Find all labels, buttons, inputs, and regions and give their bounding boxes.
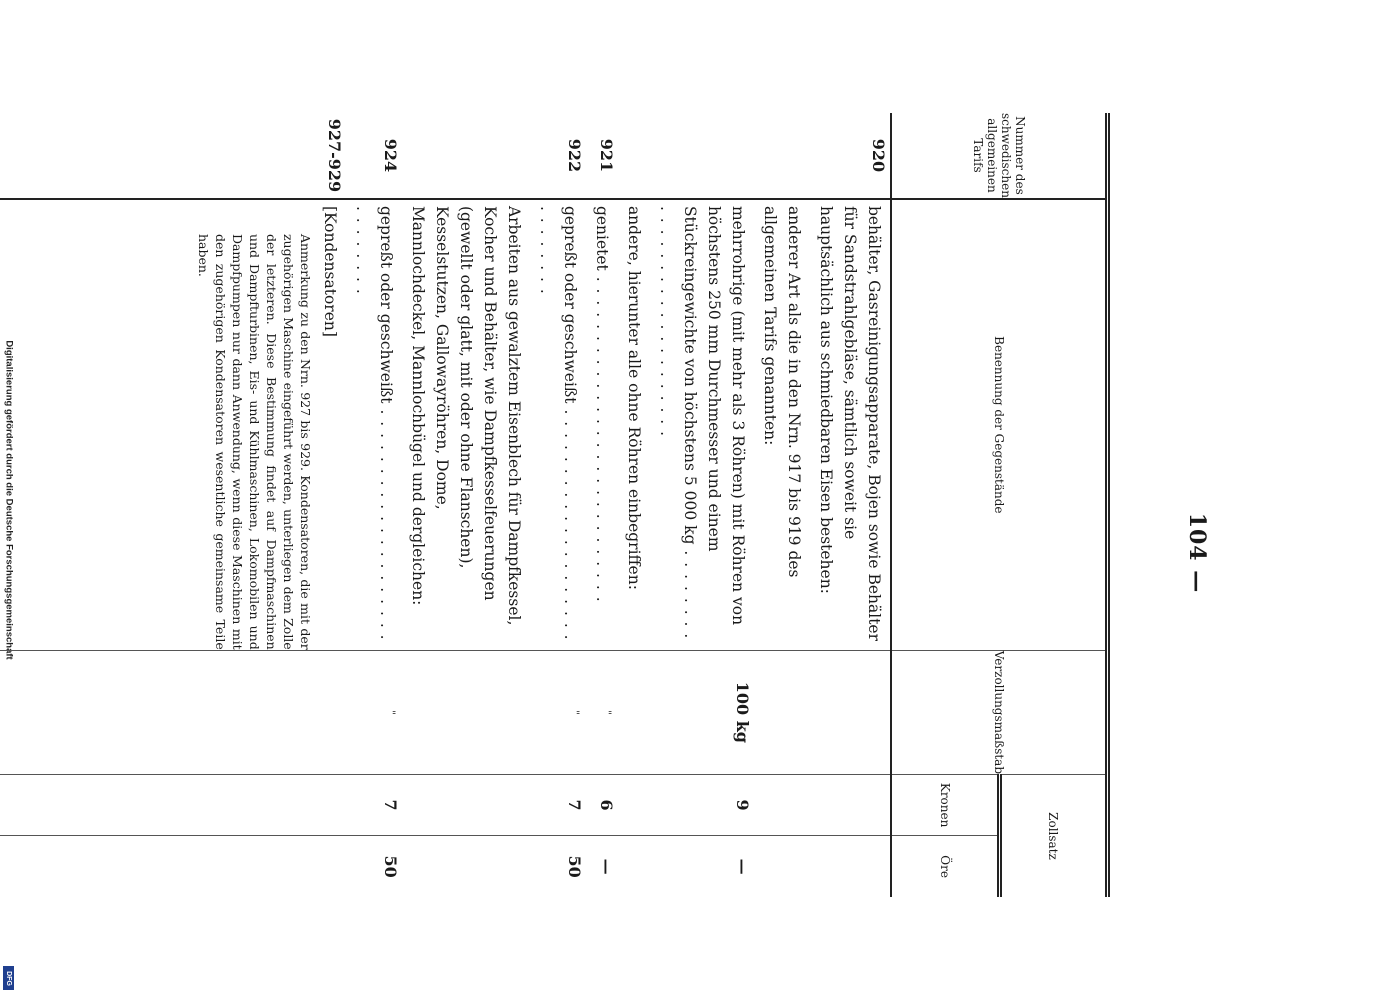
unit-value: " xyxy=(569,710,581,715)
tariff-number-cell xyxy=(587,113,619,199)
tariff-number-cell xyxy=(315,113,347,199)
item-description-text: anderer Art als die in den Nrn. 917 bis 919 des allgemeinen Tarifs genannten: xyxy=(761,205,804,578)
item-description xyxy=(403,199,531,650)
table-row xyxy=(347,113,403,897)
item-description-text: Arbeiten aus gewalztem Eisenblech für Dampfkessel, Kocher und Behälter, wie Dampfkesselfeuerungen (gewellt oder glatt, mit oder ohne Flanschen), Kesselstutzen, Gallowayröhren, Dome, Mannlochdeckel, Mannlochbügel und dergleichen: xyxy=(409,205,524,626)
kronen-cell xyxy=(811,775,892,836)
tariff-number: 927-929 xyxy=(325,118,345,193)
oere-cell xyxy=(315,836,347,897)
item-description xyxy=(315,199,347,650)
header-unit: Verzollungsmaßstab xyxy=(892,650,1108,774)
item-description xyxy=(347,199,403,650)
header-oere: Öre xyxy=(892,836,1000,897)
kronen-cell xyxy=(403,775,531,836)
kronen-cell xyxy=(315,775,347,836)
unit-cell xyxy=(811,650,892,774)
item-description xyxy=(587,199,619,650)
table-row xyxy=(755,113,811,897)
page-number: 104 xyxy=(1184,512,1210,562)
item-description xyxy=(619,199,651,650)
kronen-value: 6 xyxy=(597,799,617,811)
page-header xyxy=(1184,493,1210,613)
item-description-text: andere, hierunter alle ohne Röhren einbegriffen: xyxy=(625,205,644,590)
kronen-value: 7 xyxy=(565,799,585,811)
header-duty: Zollsatz xyxy=(1000,775,1108,897)
oere-cell xyxy=(531,836,587,897)
page-dash: — xyxy=(1184,570,1210,594)
tariff-number-cell xyxy=(403,113,531,199)
unit-cell xyxy=(587,650,619,774)
note-row xyxy=(0,113,315,897)
item-description-text: genietet xyxy=(593,205,612,271)
oere-cell xyxy=(347,836,403,897)
item-description-text: [Kondensatoren] xyxy=(321,205,340,337)
kronen-cell xyxy=(347,775,403,836)
header-number: Nummer des schwedischen allgemeinen Tarifs xyxy=(892,113,1108,199)
tariff-number-cell xyxy=(755,113,811,199)
unit-cell xyxy=(651,650,755,774)
table-row xyxy=(811,113,892,897)
item-description-text: mehrrohrige (mit mehr als 3 Röhren) mit Röhren von höchstens 250 mm Durchmesser und einem Stückreingewichte von höchstens 5 000 kg xyxy=(681,205,748,626)
item-description xyxy=(811,199,892,650)
table-row xyxy=(587,113,619,897)
table-row xyxy=(651,113,755,897)
oere-value: — xyxy=(733,858,753,875)
table-row xyxy=(315,113,347,897)
unit-value: 100 kg xyxy=(733,681,753,743)
table-row xyxy=(619,113,651,897)
tariff-number-cell xyxy=(619,113,651,199)
tariff-table xyxy=(0,113,1110,897)
unit-cell xyxy=(315,650,347,774)
header-description: Benennung der Gegenstände xyxy=(892,199,1108,650)
oere-cell xyxy=(651,836,755,897)
tariff-number-cell xyxy=(347,113,403,199)
unit-cell xyxy=(755,650,811,774)
table-row xyxy=(403,113,531,897)
leader-dots xyxy=(594,271,612,603)
tariff-number-cell xyxy=(811,113,892,199)
oere-cell xyxy=(811,836,892,897)
oere-value: — xyxy=(597,858,617,875)
table-row xyxy=(531,113,587,897)
kronen-value: 7 xyxy=(381,799,401,811)
item-description xyxy=(755,199,811,650)
unit-cell xyxy=(619,650,651,774)
tariff-number: 924 xyxy=(381,138,401,173)
item-description-text: gepreßt oder geschweißt xyxy=(561,205,580,404)
kronen-cell xyxy=(755,775,811,836)
item-description xyxy=(531,199,587,650)
item-description-text: behälter, Gasreinigungsapparate, Bojen sowie Behälter für Sandstrahlgebläse, sämtlich soweit sie hauptsächlich aus schmiedbaren Eisen bestehen: xyxy=(817,205,884,642)
kronen-cell xyxy=(651,775,755,836)
unit-cell xyxy=(347,650,403,774)
unit-cell xyxy=(403,650,531,774)
digitization-note-text: Digitalisierung gefördert durch die Deutsche Forschungsgemeinschaft xyxy=(3,340,15,660)
kronen-cell xyxy=(619,775,651,836)
tariff-number: 921 xyxy=(597,138,617,173)
tariff-number-cell xyxy=(531,113,587,199)
oere-cell xyxy=(755,836,811,897)
tariff-number: 920 xyxy=(869,138,889,173)
annotation-note: Anmerkung zu den Nrn. 927 bis 929. Kondensatoren, die mit der zugehörigen Maschine eingeführt werden, unterliegen dem Zolle der letzteren. Diese Bestimmung findet auf Dampfmaschinen und Dampfturbinen, Eis- und Kühlmaschinen, Lokomobilen und Dampfpumpen nur dann Anwendung, wenn diese Maschinen mit den zugehörigen Kondensatoren wesentliche gemeinsame Teile haben. xyxy=(0,199,315,650)
kronen-cell xyxy=(587,775,619,836)
kronen-value: 9 xyxy=(733,799,753,811)
item-description xyxy=(651,199,755,650)
oere-value: 50 xyxy=(565,855,585,878)
tariff-number-cell xyxy=(651,113,755,199)
kronen-cell xyxy=(531,775,587,836)
unit-value: " xyxy=(385,710,397,715)
rotated-page xyxy=(196,113,1210,897)
unit-value: " xyxy=(601,710,613,715)
oere-cell xyxy=(587,836,619,897)
tariff-number: 922 xyxy=(565,138,585,173)
oere-value: 50 xyxy=(381,855,401,878)
dfg-logo: DFG xyxy=(3,966,14,990)
oere-cell xyxy=(403,836,531,897)
header-kronen: Kronen xyxy=(892,775,1000,836)
item-description-text: gepreßt oder geschweißt xyxy=(377,205,396,404)
unit-cell xyxy=(531,650,587,774)
oere-cell xyxy=(619,836,651,897)
